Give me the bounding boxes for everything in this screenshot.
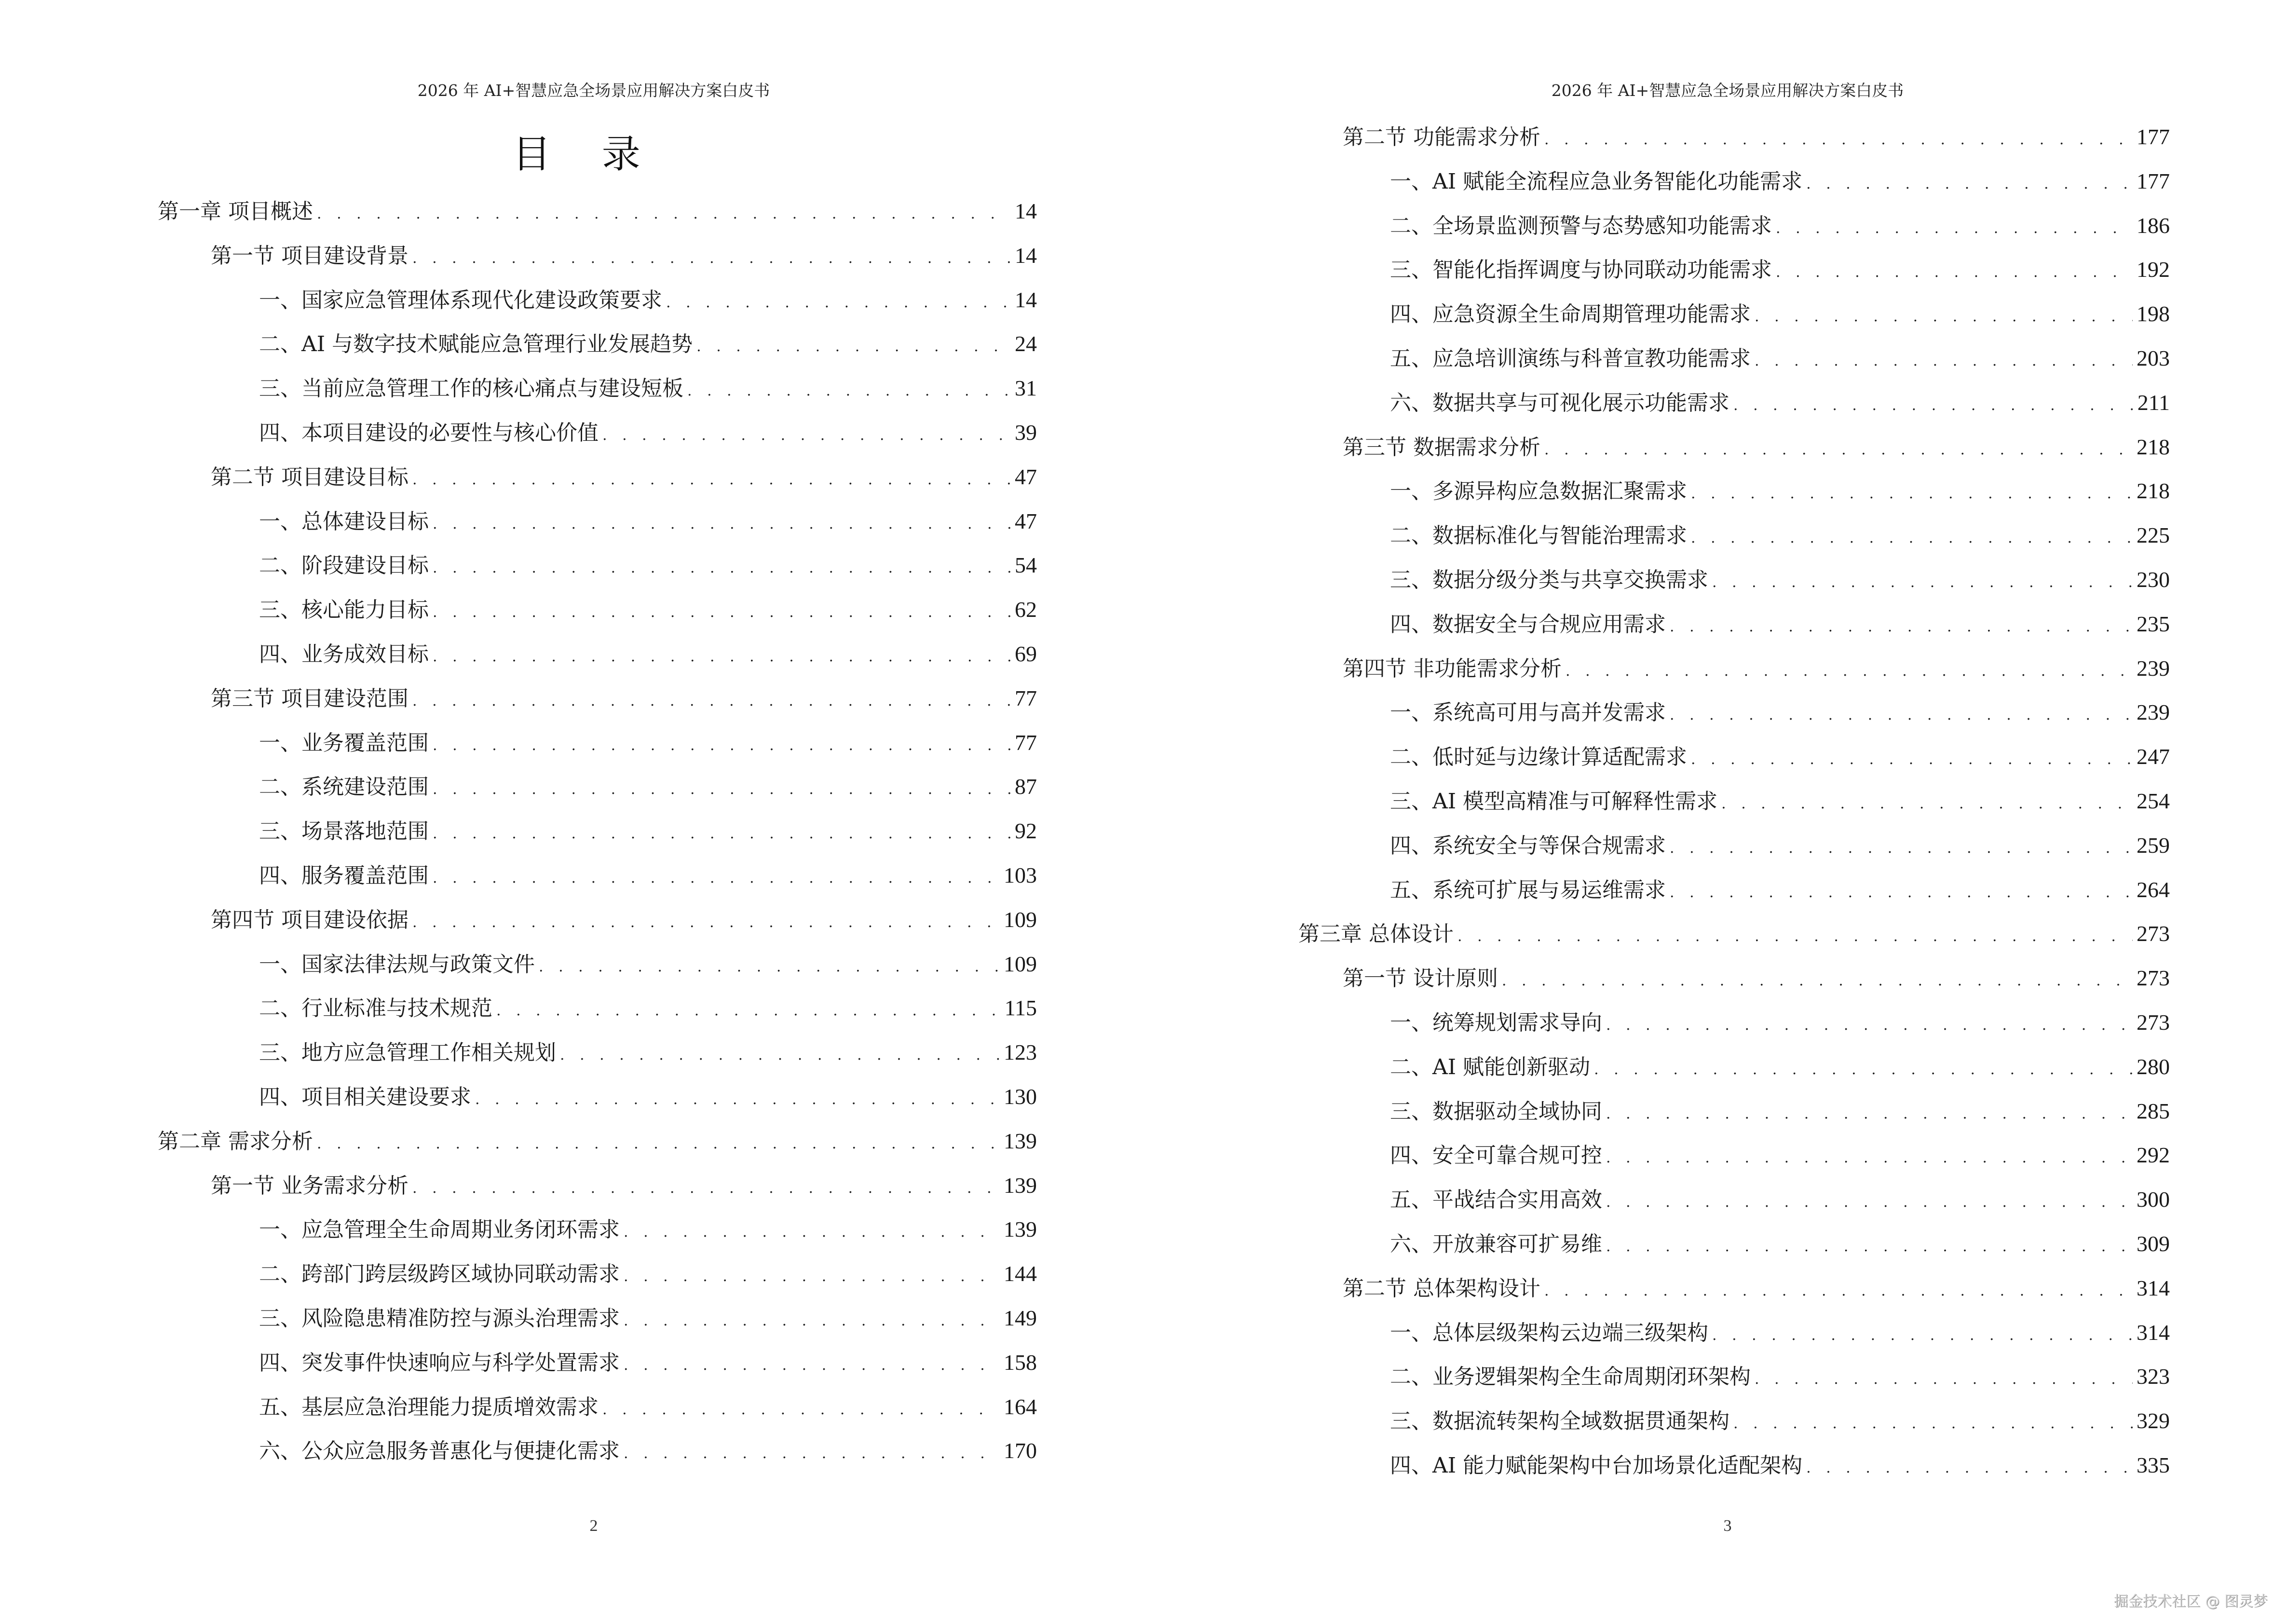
toc-entry-level-3[interactable]: [1390, 341, 2170, 370]
toc-entry-label: 第一节 业务需求分析: [211, 1173, 408, 1198]
dot-leader: [696, 338, 1011, 355]
toc-entry-page: 198: [2137, 301, 2170, 327]
toc-entry-page: 103: [1004, 863, 1037, 887]
dot-leader: [1544, 1283, 2133, 1299]
dot-leader: [539, 958, 1000, 975]
dot-leader: [412, 250, 1011, 267]
toc-entry-page: 77: [1015, 685, 1037, 710]
dot-leader: [475, 1091, 1000, 1108]
toc-entry-label: 一、应急管理全生命周期业务闭环需求: [259, 1217, 620, 1242]
toc-entry-level-3[interactable]: [1390, 164, 2170, 193]
toc-entry-level-3[interactable]: [1390, 1050, 2170, 1078]
toc-entry-page: 139: [1004, 1173, 1037, 1198]
toc-entry-page: 264: [2137, 877, 2170, 902]
toc-entry-level-3[interactable]: [259, 947, 1037, 976]
dot-leader: [1670, 840, 2133, 857]
toc-entry-label: 一、国家法律法规与政策文件: [259, 952, 535, 977]
dot-leader: [1606, 1194, 2133, 1211]
toc-entry-label: 三、智能化指挥调度与协同联动功能需求: [1390, 258, 1772, 283]
toc-entry-label: 一、系统高可用与高并发需求: [1390, 700, 1666, 725]
toc-entry-page: 225: [2137, 523, 2170, 548]
toc-entry-page: 203: [2137, 346, 2170, 370]
toc-entry-label: 三、核心能力目标: [259, 598, 429, 623]
watermark: 掘金技术社区 @ 图灵梦: [2113, 1593, 2268, 1610]
dot-leader: [1733, 397, 2134, 414]
dot-leader: [433, 781, 1011, 798]
dot-leader: [433, 825, 1011, 842]
toc-entry-page: 47: [1015, 508, 1037, 533]
dot-leader: [1712, 1327, 2133, 1344]
dot-leader: [602, 427, 1011, 444]
toc-entry-level-3[interactable]: [259, 592, 1037, 621]
toc-entry-page: 239: [2137, 655, 2170, 681]
dot-leader: [317, 1135, 1000, 1152]
toc-entry-level-2[interactable]: [1343, 1271, 2170, 1300]
toc-entry-level-3[interactable]: [259, 1256, 1037, 1285]
toc-entry-level-3[interactable]: [259, 1345, 1037, 1374]
page-number: 2: [589, 1517, 598, 1535]
dot-leader: [412, 693, 1011, 710]
toc-entry-page: 144: [1004, 1261, 1037, 1286]
toc-entry-page: 164: [1004, 1394, 1037, 1419]
dot-leader: [317, 205, 1011, 222]
toc-entry-label: 三、当前应急管理工作的核心痛点与建设短板: [259, 376, 683, 401]
toc-entry-label: 第三节 数据需求分析: [1343, 435, 1540, 460]
toc-entry-page: 186: [2137, 213, 2170, 238]
toc-entry-label: 第四节 非功能需求分析: [1343, 656, 1562, 681]
toc-entry-label: 三、场景落地范围: [259, 819, 429, 844]
toc-entry-page: 247: [2137, 744, 2170, 769]
toc-entry-level-3[interactable]: [1390, 208, 2170, 237]
dot-leader: [624, 1312, 1000, 1329]
toc-entry-level-3[interactable]: [259, 814, 1037, 843]
toc-entry-level-3[interactable]: [1390, 784, 2170, 813]
dot-leader: [433, 560, 1011, 576]
toc-entry-level-3[interactable]: [1390, 297, 2170, 326]
toc-entry-page: 24: [1015, 331, 1037, 356]
toc-entry-level-2[interactable]: [1343, 651, 2170, 680]
dot-leader: [1606, 1238, 2133, 1255]
toc-entry-level-3[interactable]: [259, 1301, 1037, 1330]
toc-entry-page: 14: [1015, 199, 1037, 223]
toc-entry-label: 三、数据流转架构全域数据贯通架构: [1390, 1409, 1729, 1434]
dot-leader: [412, 914, 1000, 931]
toc-entry-level-2[interactable]: [1343, 430, 2170, 459]
toc-entry-level-3[interactable]: [1390, 518, 2170, 547]
toc-entry-label: 第二节 项目建设目标: [211, 464, 408, 490]
toc-entry-level-3[interactable]: [1390, 385, 2170, 414]
toc-entry-label: 三、风险隐患精准防控与源头治理需求: [259, 1306, 620, 1331]
toc-entry-label: 五、基层应急治理能力提质增效需求: [259, 1394, 599, 1419]
dot-leader: [1776, 220, 2133, 237]
toc-entry-label: 五、系统可扩展与易运维需求: [1390, 877, 1666, 902]
toc-entry-page: 285: [2137, 1098, 2170, 1123]
toc-entry-label: 二、业务逻辑架构全生命周期闭环架构: [1390, 1365, 1751, 1390]
toc-entry-level-3[interactable]: [1390, 1359, 2170, 1388]
toc-entry-page: 149: [1004, 1306, 1037, 1330]
toc-entry-level-3[interactable]: [1390, 873, 2170, 901]
toc-entry-label: 一、国家应急管理体系现代化建设政策要求: [259, 287, 662, 313]
toc-page-right: [1144, 0, 2287, 1624]
toc-entry-page: 139: [1004, 1217, 1037, 1242]
toc-entry-label: 四、服务覆盖范围: [259, 863, 429, 888]
toc-entry-level-3[interactable]: [259, 1212, 1037, 1241]
toc-entry-label: 二、低时延与边缘计算适配需求: [1390, 745, 1687, 770]
toc-entry-page: 54: [1015, 553, 1037, 578]
toc-entry-label: 二、系统建设范围: [259, 775, 429, 800]
toc-entry-label: 三、数据分级分类与共享交换需求: [1390, 568, 1708, 592]
toc-entry-page: 280: [2137, 1054, 2170, 1079]
dot-leader: [1544, 131, 2133, 148]
toc-entry-label: 二、阶段建设目标: [259, 553, 429, 578]
dot-leader: [433, 604, 1011, 621]
dot-leader: [1755, 353, 2133, 369]
toc-entry-level-3[interactable]: [1390, 607, 2170, 636]
dot-leader: [1606, 1105, 2133, 1122]
toc-entry-level-3[interactable]: [1390, 1094, 2170, 1123]
toc-entry-level-3[interactable]: [1390, 1182, 2170, 1211]
toc-entry-label: 三、AI 模型高精准与可解释性需求: [1390, 789, 1718, 814]
toc-entry-page: 170: [1004, 1438, 1037, 1463]
toc-entry-page: 335: [2137, 1453, 2170, 1477]
dot-leader: [624, 1268, 1000, 1285]
toc-entry-level-3[interactable]: [259, 1433, 1037, 1462]
toc-entry-level-3[interactable]: [1390, 1448, 2170, 1477]
toc-entry-level-3[interactable]: [1390, 1404, 2170, 1433]
toc-entry-level-1[interactable]: [1298, 916, 2170, 945]
dot-leader: [1502, 972, 2133, 989]
toc-entry-level-3[interactable]: [259, 548, 1037, 577]
toc-entry-page: 292: [2137, 1143, 2170, 1168]
toc-entry-label: 第二节 功能需求分析: [1343, 125, 1540, 150]
toc-entry-page: 69: [1015, 641, 1037, 666]
toc-entry-label: 四、数据安全与合规应用需求: [1390, 612, 1666, 637]
toc-entry-label: 第一章 项目概述: [158, 199, 313, 224]
running-header: 2026 年 AI+智慧应急全场景应用解决方案白皮书: [1551, 81, 1904, 100]
toc-entry-page: 39: [1015, 420, 1037, 445]
dot-leader: [1594, 1061, 2133, 1078]
toc-entry-page: 235: [2137, 611, 2170, 636]
toc-entry-page: 115: [1004, 996, 1037, 1021]
toc-entry-label: 四、本项目建设的必要性与核心价值: [259, 421, 599, 445]
toc-entry-label: 二、AI 赋能创新驱动: [1390, 1054, 1591, 1079]
toc-entry-page: 273: [2137, 966, 2170, 991]
toc-entry-label: 四、业务成效目标: [259, 642, 429, 667]
toc-entry-label: 五、应急培训演练与科普宣教功能需求: [1390, 346, 1751, 371]
dot-leader: [433, 870, 1000, 887]
toc-entry-level-3[interactable]: [1390, 1138, 2170, 1167]
dot-leader: [1691, 485, 2133, 502]
dot-leader: [496, 1002, 1001, 1019]
toc-entry-label: 一、统筹规划需求导向: [1390, 1010, 1602, 1035]
dot-leader: [1733, 1415, 2133, 1432]
toc-entry-level-1[interactable]: [158, 1124, 1037, 1153]
toc-entry-label: 二、全场景监测预警与态势感知功能需求: [1390, 213, 1772, 238]
toc-entry-page: 329: [2137, 1408, 2170, 1433]
toc-entry-level-3[interactable]: [1390, 1315, 2170, 1344]
toc-entry-page: 309: [2137, 1231, 2170, 1256]
toc-entry-page: 192: [2137, 257, 2170, 282]
toc-entry-page: 130: [1004, 1084, 1037, 1109]
dot-leader: [1566, 663, 2133, 680]
toc-entry-page: 77: [1015, 730, 1037, 755]
dot-leader: [1721, 795, 2133, 812]
toc-entry-level-3[interactable]: [1390, 1227, 2170, 1256]
dot-leader: [1544, 441, 2133, 458]
toc-entry-page: 300: [2137, 1187, 2170, 1212]
toc-entry-label: 第三节 项目建设范围: [211, 686, 408, 711]
toc-entry-page: 62: [1015, 597, 1037, 622]
dot-leader: [412, 1180, 1000, 1197]
dot-leader: [1755, 308, 2133, 325]
toc-entry-level-1[interactable]: [158, 194, 1037, 223]
toc-entry-label: 一、业务覆盖范围: [259, 730, 429, 755]
toc-entry-label: 四、安全可靠合规可控: [1390, 1143, 1602, 1168]
toc-entry-page: 314: [2137, 1275, 2170, 1300]
toc-entry-label: 四、项目相关建设要求: [259, 1085, 471, 1109]
toc-entry-page: 239: [2137, 700, 2170, 725]
toc-entry-level-3[interactable]: [259, 991, 1037, 1020]
toc-entry-page: 123: [1004, 1040, 1037, 1065]
toc-entry-label: 一、总体层级架构云边端三级架构: [1390, 1320, 1708, 1345]
toc-entry-page: 230: [2137, 567, 2170, 592]
toc-entry-page: 158: [1004, 1350, 1037, 1375]
toc-entry-level-3[interactable]: [1390, 828, 2170, 857]
toc-entry-label: 六、数据共享与可视化展示功能需求: [1390, 390, 1729, 415]
toc-entry-label: 六、开放兼容可扩易维: [1390, 1232, 1602, 1256]
dot-leader: [1457, 928, 2133, 945]
toc-entry-label: 二、AI 与数字技术赋能应急管理行业发展趋势: [259, 332, 693, 357]
toc-entry-label: 三、地方应急管理工作相关规划: [259, 1040, 556, 1065]
toc-entry-label: 一、多源异构应急数据汇聚需求: [1390, 479, 1687, 504]
toc-entry-label: 一、AI 赋能全流程应急业务智能化功能需求: [1390, 169, 1803, 194]
toc-entry-page: 47: [1015, 464, 1037, 489]
toc-entry-label: 四、应急资源全生命周期管理功能需求: [1390, 302, 1751, 327]
dot-leader: [433, 648, 1011, 665]
toc-entry-label: 四、AI 能力赋能架构中台加场景化适配架构: [1390, 1453, 1803, 1478]
toc-entry-page: 109: [1004, 907, 1037, 932]
dot-leader: [624, 1445, 1000, 1462]
dot-leader: [1691, 751, 2133, 768]
toc-entry-level-3[interactable]: [259, 1079, 1037, 1108]
dot-leader: [624, 1357, 1000, 1374]
toc-entry-level-3[interactable]: [1390, 695, 2170, 724]
dot-leader: [602, 1401, 1000, 1418]
dot-leader: [1755, 1371, 2133, 1388]
toc-entry-level-2[interactable]: [211, 1168, 1037, 1197]
dot-leader: [624, 1224, 1000, 1241]
toc-entry-page: 273: [2137, 921, 2170, 946]
dot-leader: [412, 471, 1011, 488]
running-header: 2026 年 AI+智慧应急全场景应用解决方案白皮书: [417, 81, 770, 100]
toc-entry-label: 第二节 总体架构设计: [1343, 1276, 1540, 1301]
toc-entry-page: 218: [2137, 478, 2170, 504]
toc-entry-level-3[interactable]: [259, 327, 1037, 355]
toc-entry-level-3[interactable]: [259, 504, 1037, 533]
toc-entry-level-3[interactable]: [1390, 739, 2170, 768]
toc-entry-level-3[interactable]: [1390, 1005, 2170, 1034]
toc-entry-label: 第二章 需求分析: [158, 1129, 313, 1154]
dot-leader: [560, 1047, 1000, 1064]
toc-entry-label: 二、数据标准化与智能治理需求: [1390, 523, 1687, 548]
toc-entry-label: 第四节 项目建设依据: [211, 907, 408, 932]
toc-entry-level-3[interactable]: [259, 858, 1037, 887]
toc-entry-label: 五、平战结合实用高效: [1390, 1187, 1602, 1213]
toc-entry-level-2[interactable]: [211, 681, 1037, 710]
toc-entry-label: 二、跨部门跨层级跨区域协同联动需求: [259, 1262, 620, 1287]
dot-leader: [666, 294, 1011, 311]
toc-entry-page: 109: [1004, 951, 1037, 976]
toc-entry-label: 一、总体建设目标: [259, 509, 429, 534]
dot-leader: [1776, 264, 2133, 281]
toc-entry-level-3[interactable]: [259, 371, 1037, 400]
toc-entry-level-3[interactable]: [259, 1035, 1037, 1064]
toc-entry-page: 259: [2137, 832, 2170, 858]
page-number: 3: [1723, 1517, 1732, 1535]
dot-leader: [1670, 884, 2133, 901]
dot-leader: [687, 382, 1011, 399]
dot-leader: [1806, 1460, 2133, 1476]
dot-leader: [1670, 707, 2133, 723]
toc-entry-page: 92: [1015, 819, 1037, 844]
toc-entry-page: 211: [2137, 390, 2170, 415]
toc-title: 目 录: [512, 132, 660, 177]
dot-leader: [433, 737, 1011, 754]
toc-entry-page: 323: [2137, 1364, 2170, 1389]
toc-entry-page: 254: [2137, 789, 2170, 813]
dot-leader: [1712, 574, 2133, 591]
toc-entry-level-3[interactable]: [259, 283, 1037, 312]
toc-entry-label: 四、系统安全与等保合规需求: [1390, 833, 1666, 858]
dot-leader: [433, 516, 1011, 532]
toc-entry-label: 四、突发事件快速响应与科学处置需求: [259, 1350, 620, 1375]
toc-entry-label: 第一节 项目建设背景: [211, 243, 408, 268]
toc-entry-page: 273: [2137, 1010, 2170, 1035]
dot-leader: [1806, 176, 2133, 192]
toc-entry-level-2[interactable]: [211, 902, 1037, 931]
toc-entry-label: 第三章 总体设计: [1298, 922, 1454, 947]
toc-entry-label: 六、公众应急服务普惠化与便捷化需求: [259, 1439, 620, 1464]
dot-leader: [1606, 1017, 2133, 1034]
toc-entry-level-2[interactable]: [211, 460, 1037, 489]
toc-entry-level-3[interactable]: [259, 725, 1037, 754]
dot-leader: [1670, 618, 2133, 635]
dot-leader: [1606, 1149, 2133, 1166]
toc-entry-page: 177: [2137, 168, 2170, 193]
toc-entry-page: 218: [2137, 434, 2170, 459]
toc-entry-page: 31: [1015, 376, 1037, 401]
toc-entry-level-3[interactable]: [1390, 474, 2170, 503]
toc-entry-page: 314: [2137, 1320, 2170, 1345]
toc-entry-page: 14: [1015, 287, 1037, 312]
toc-entry-level-3[interactable]: [259, 1390, 1037, 1419]
toc-entry-page: 139: [1004, 1128, 1037, 1153]
toc-entry-label: 第一节 设计原则: [1343, 966, 1498, 991]
toc-entry-level-2[interactable]: [1343, 120, 2170, 149]
toc-entry-level-3[interactable]: [259, 637, 1037, 666]
toc-entry-label: 三、数据驱动全域协同: [1390, 1099, 1602, 1124]
toc-entry-level-3[interactable]: [259, 769, 1037, 798]
toc-entry-page: 87: [1015, 774, 1037, 799]
toc-entry-level-2[interactable]: [211, 238, 1037, 267]
toc-entry-page: 14: [1015, 243, 1037, 268]
toc-entry-label: 二、行业标准与技术规范: [259, 996, 492, 1021]
toc-entry-level-3[interactable]: [259, 415, 1037, 444]
toc-entry-level-2[interactable]: [1343, 961, 2170, 990]
toc-entry-level-3[interactable]: [1390, 252, 2170, 281]
toc-entry-level-3[interactable]: [1390, 562, 2170, 591]
dot-leader: [1691, 530, 2133, 546]
toc-entry-page: 177: [2137, 124, 2170, 149]
